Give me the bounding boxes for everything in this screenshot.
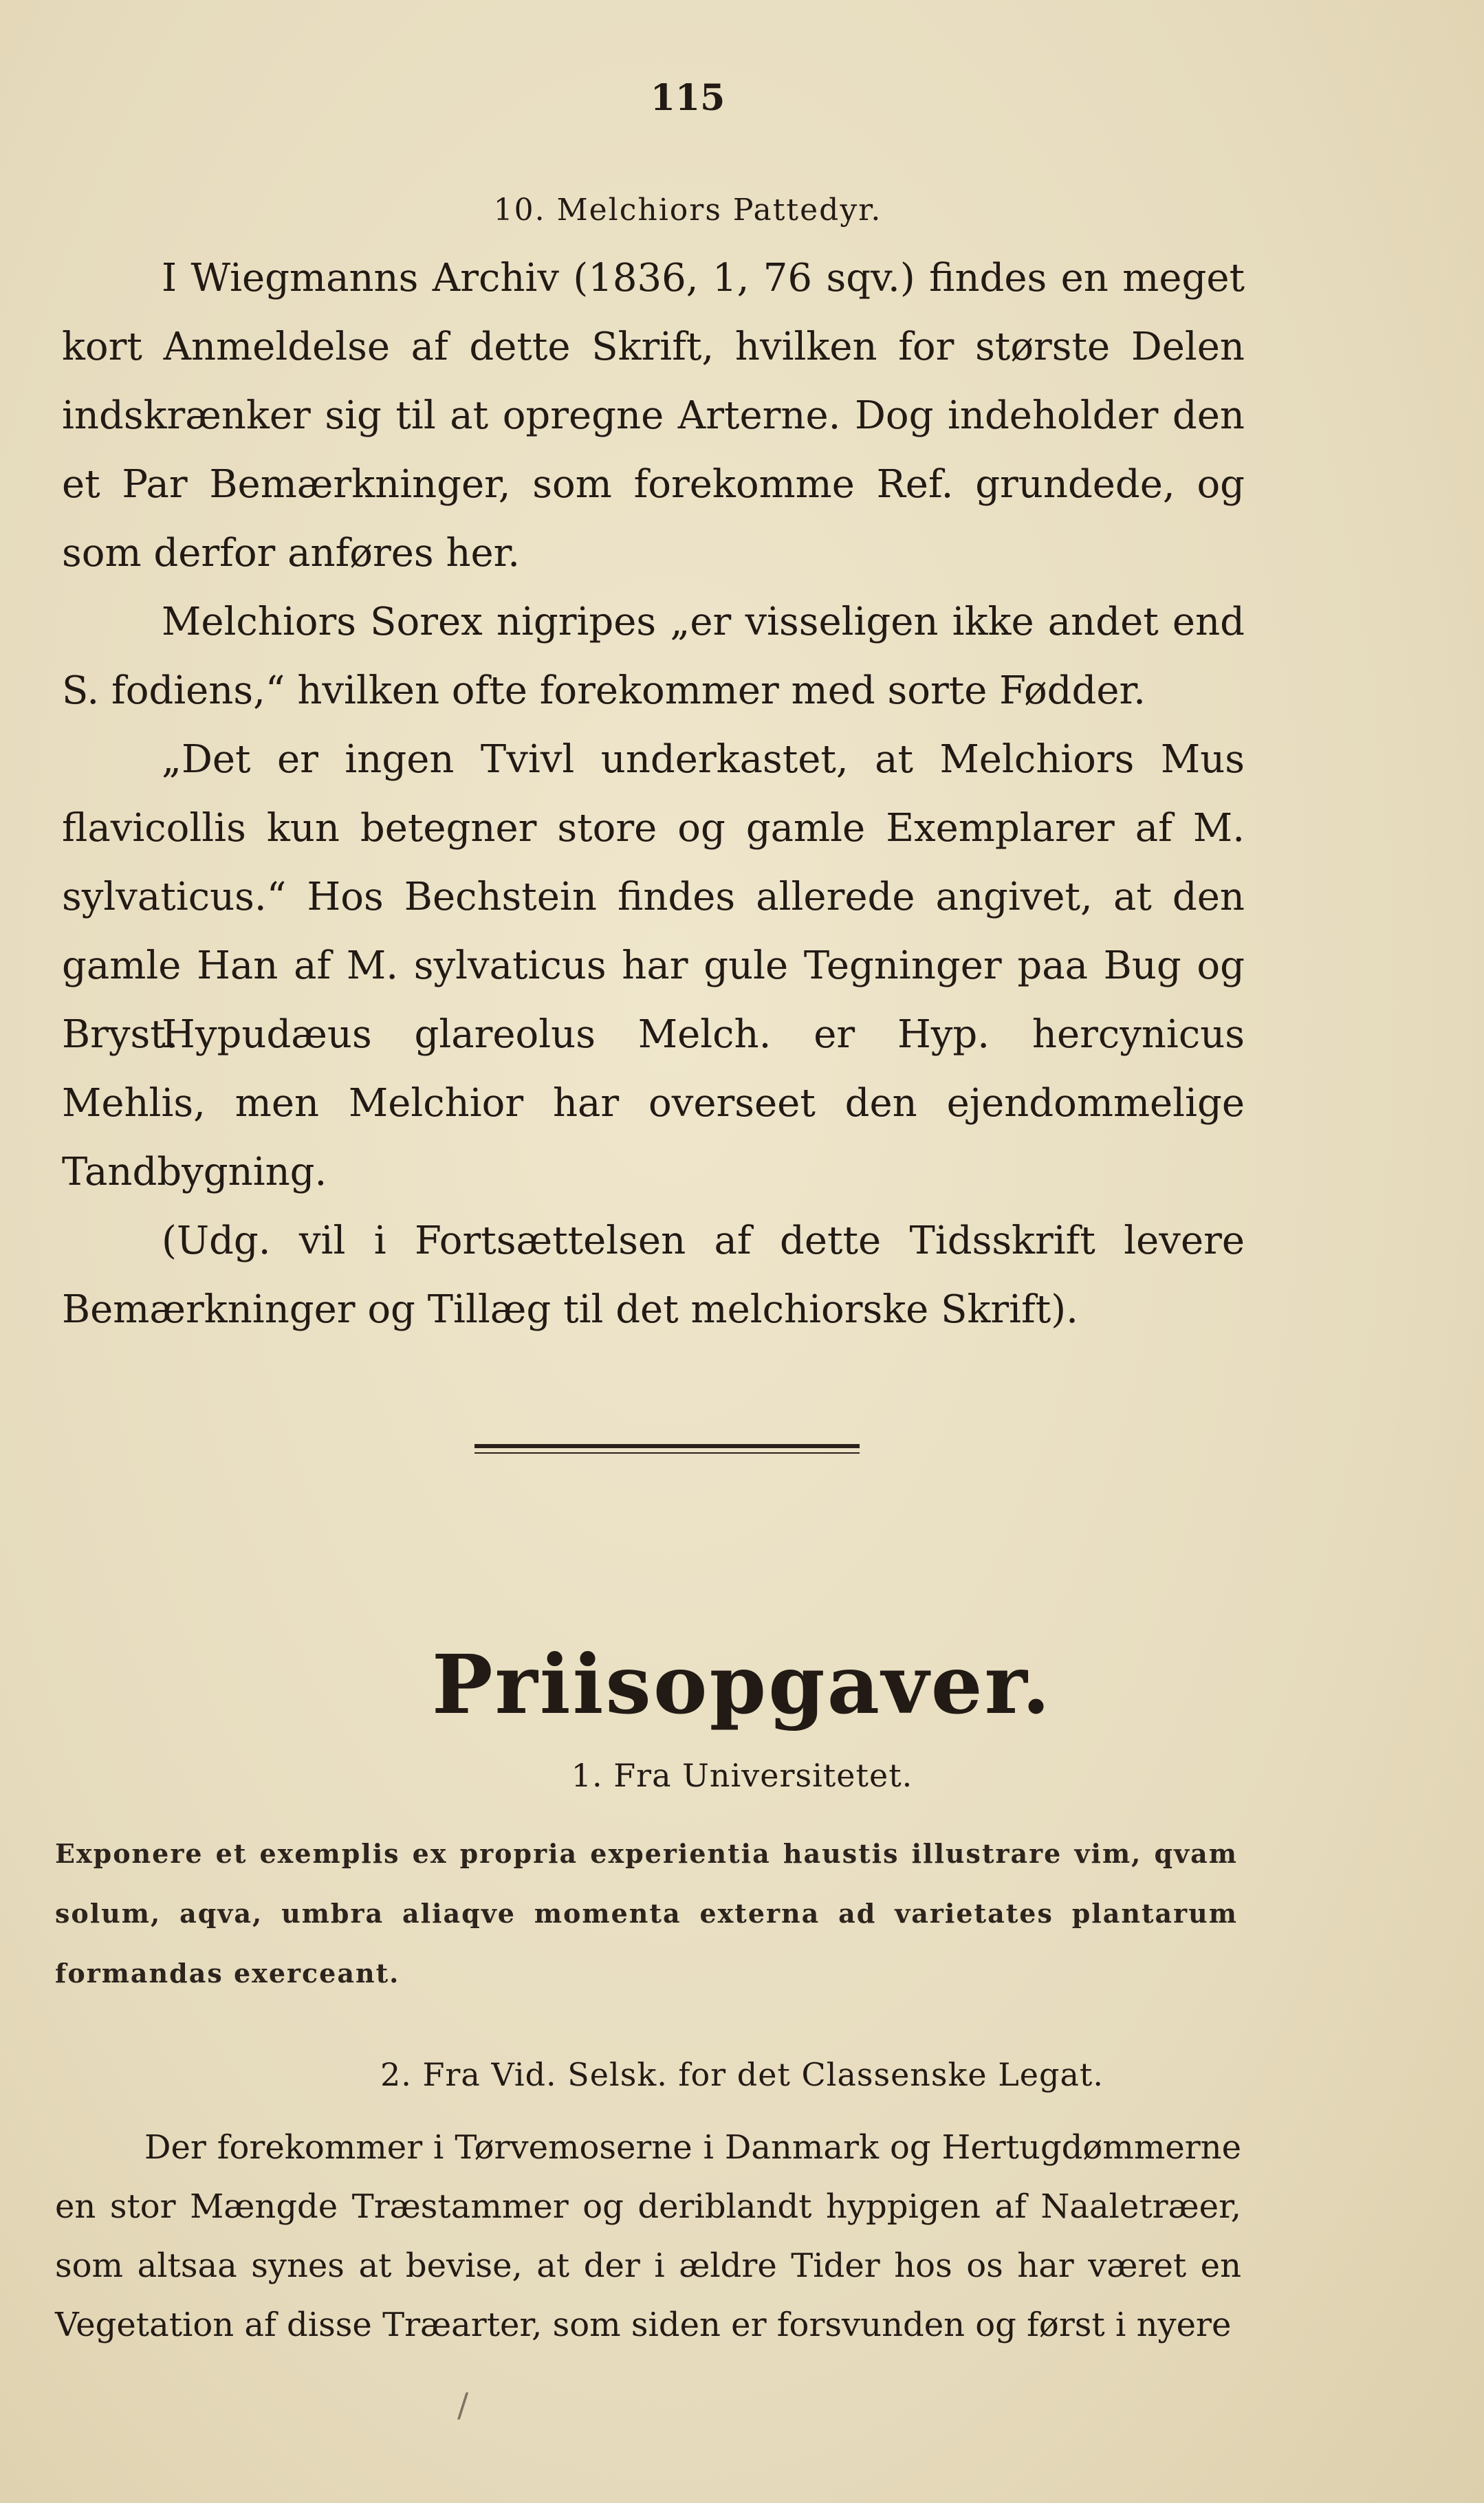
ink-mark: / (457, 2386, 469, 2425)
prize-1-text: Exponere et exemplis ex propria experientia haustis illustrare vim, qvam solum, aqva, umbra aliaqve momenta externa ad varietates plantarum formandas exerceant. (55, 1838, 1238, 1989)
prize-2-heading: 2. Fra Vid. Selsk. for det Classenske Legat. (380, 2056, 1104, 2093)
section-divider (474, 1444, 860, 1454)
prize-2-text: Der forekommer i Tørvemoserne i Danmark og Hertugdømmerne en stor Mængde Træstammer og deriblandt hyppigen af Naaletræer, som altsaa synes at bevise, at der i ældre Tider hos os har været en Vegetation af disse Træarter, som siden er forsvunden og først i nyere (55, 2128, 1241, 2344)
prize-1-heading: 1. Fra Universitetet. (571, 1757, 913, 1794)
section-title: Priisopgaver. (431, 1637, 1053, 1732)
paragraph-1: I Wiegmanns Archiv (1836, 1, 76 sqv.) findes en meget kort Anmeldelse af dette Skrift, hvilken for største Delen indskrænker sig til at opregne Arterne. Dog indeholder den et Par Bemærkninger, som forekomme Ref. grundede, og som derfor anføres her. (62, 256, 1245, 576)
paragraph-4: Hypudæus glareolus Melch. er Hyp. hercynicus Mehlis, men Melchior har overseet den ejendommelige Tandbygning. (62, 1012, 1245, 1194)
article-heading: 10. Melchiors Pattedyr. (493, 193, 882, 228)
page-number: 115 (650, 77, 725, 119)
paragraph-5: (Udg. vil i Fortsættelsen af dette Tidsskrift levere Bemærkninger og Tillæg til det melchiorske Skrift). (62, 1218, 1245, 1332)
paragraph-3: „Det er ingen Tvivl underkastet, at Melchiors Mus flavicollis kun betegner store og gamle Exemplarer af M. sylvaticus.“ Hos Bechstein findes allerede angivet, at den gamle Han af M. sylvaticus har gule Tegninger paa Bug og Bryst. (62, 737, 1245, 1057)
paragraph-2: Melchiors Sorex nigripes „er visseligen ikke andet end S. fodiens,“ hvilken ofte forekommer med sorte Fødder. (62, 600, 1245, 713)
